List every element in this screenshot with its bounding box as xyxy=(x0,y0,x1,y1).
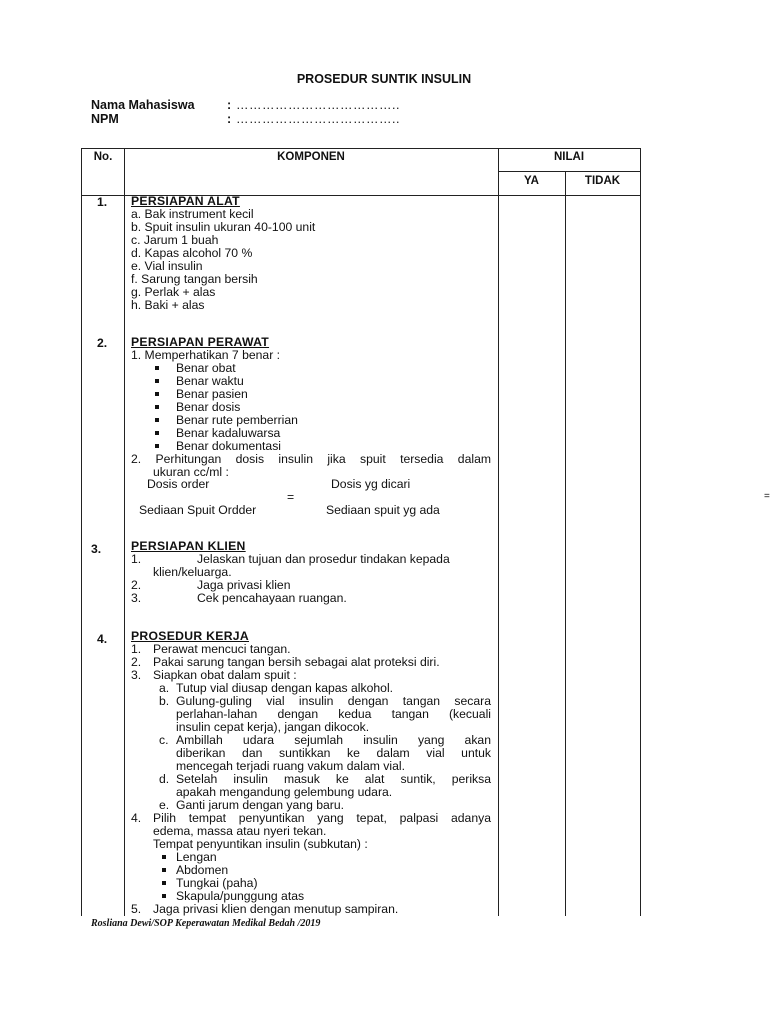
bullet-item: Benar pasien xyxy=(131,388,491,401)
list-item: a. Bak instrument kecil xyxy=(131,207,254,221)
section-4-heading: PROSEDUR KERJA xyxy=(131,629,249,643)
sub-text: Gulung-guling vial insulin dengan tangan secara xyxy=(176,694,491,708)
list-item: c. Jarum 1 buah xyxy=(131,233,219,247)
item-number: 4. xyxy=(131,811,142,825)
item-text: Perawat mencuci tangan. xyxy=(153,642,291,656)
nama-colon: : xyxy=(227,98,232,112)
sediaan-order-label: Sediaan Spuit Ordder xyxy=(139,503,257,517)
list-item-continued: ukuran cc/ml : xyxy=(153,465,229,479)
bullet-item: Benar dosis xyxy=(131,401,491,414)
sub-letter: b. xyxy=(159,694,170,708)
section-2-number: 2. xyxy=(97,336,108,350)
document-title: PROSEDUR SUNTIK INSULIN xyxy=(296,72,472,86)
section-1-number: 1. xyxy=(97,195,108,209)
edge-mark: = xyxy=(764,491,770,502)
item-number: 3. xyxy=(131,591,142,605)
list-item-continued: klien/keluarga. xyxy=(153,565,232,579)
bullet-item: Skapula/punggung atas xyxy=(131,890,491,903)
col-divider-no xyxy=(124,149,125,916)
header-no: No. xyxy=(93,151,113,163)
item-text: Pilih tempat penyuntikan yang tepat, palpasi adanya xyxy=(153,811,491,825)
bullet-item: Benar dokumentasi xyxy=(131,440,491,453)
sub-letter: e. xyxy=(159,798,170,812)
section-1-heading: PERSIAPAN ALAT xyxy=(131,194,240,208)
sub-text: Setelah insulin masuk ke alat suntik, periksa xyxy=(176,772,491,786)
list-item: b. Spuit insulin ukuran 40-100 unit xyxy=(131,220,316,234)
sediaan-ada-label: Sediaan spuit yg ada xyxy=(326,503,440,517)
item-text: Jelaskan tujuan dan prosedur tindakan kepada xyxy=(197,552,450,566)
section-2-persiapan-perawat xyxy=(131,336,491,479)
section-1-persiapan-alat xyxy=(131,195,491,312)
sub-letter: a. xyxy=(159,681,170,695)
item-number: 3. xyxy=(131,668,142,682)
section-3-persiapan-klien xyxy=(131,540,491,605)
item-number: 2. xyxy=(131,578,142,592)
section-3-heading: PERSIAPAN KLIEN xyxy=(131,539,246,553)
sub-item-continued: diberikan dan suntikkan ke dalam vial untuk xyxy=(176,746,491,760)
sub-text: Ganti jarum dengan yang baru. xyxy=(176,798,345,812)
header-komponen: KOMPONEN xyxy=(277,151,345,163)
sub-item-continued: insulin cepat kerja), jangan dikocok. xyxy=(176,720,370,734)
sub-letter: d. xyxy=(159,772,170,786)
footer-credit: Rosliana Dewi/SOP Keperawatan Medikal Bedah /2019 xyxy=(91,918,321,929)
sub-item-continued: perlahan-lahan dengan kedua tangan (kecuali xyxy=(176,707,491,721)
npm-fill-line: ……………………………….. xyxy=(236,112,400,126)
section-2-heading: PERSIAPAN PERAWAT xyxy=(131,335,270,349)
section-3-number: 3. xyxy=(91,542,102,556)
col-divider-komponen xyxy=(498,149,499,916)
nama-label: Nama Mahasiswa xyxy=(91,98,195,112)
item-text: Jaga privasi klien xyxy=(197,578,291,592)
bullet-item: Benar rute pemberrian xyxy=(131,414,491,427)
npm-colon: : xyxy=(227,112,232,126)
bullet-item: Benar kadaluwarsa xyxy=(131,427,491,440)
nama-mahasiswa-row xyxy=(91,98,400,112)
item-text: Siapkan obat dalam spuit : xyxy=(153,668,297,682)
item-text: Cek pencahayaan ruangan. xyxy=(197,591,347,605)
list-item: d. Kapas alcohol 70 % xyxy=(131,246,253,260)
item-text: Pakai sarung tangan bersih sebagai alat proteksi diri. xyxy=(153,655,440,669)
section-4-prosedur-kerja xyxy=(131,630,491,916)
dosis-dicari-label: Dosis yg dicari xyxy=(331,477,411,491)
nama-fill-line: ……………………………….. xyxy=(236,98,400,112)
nilai-divider xyxy=(498,171,640,172)
item-number: 2. xyxy=(131,655,142,669)
item-number: 1. xyxy=(131,642,142,656)
list-item xyxy=(131,903,491,916)
sub-item-continued: mencegah terjadi ruang vakum dalam vial. xyxy=(176,759,405,773)
sub-text: Tutup vial diusap dengan kapas alkohol. xyxy=(176,681,394,695)
item-number: 5. xyxy=(131,902,142,916)
bullet-item: Benar obat xyxy=(131,362,491,375)
header-nilai: NILAI xyxy=(553,151,585,163)
list-item-continued: edema, massa atau nyeri tekan. xyxy=(153,824,327,838)
dosis-order-label: Dosis order xyxy=(147,477,210,491)
list-item: g. Perlak + alas xyxy=(131,285,216,299)
equals-sign: = xyxy=(287,490,295,504)
list-item: f. Sarung tangan bersih xyxy=(131,272,258,286)
npm-row xyxy=(91,112,400,126)
section-4-number: 4. xyxy=(97,632,108,646)
item-text: Jaga privasi klien dengan menutup sampiran. xyxy=(153,902,399,916)
list-item: 2. Perhitungan dosis insulin jika spuit tersedia dalam xyxy=(131,452,491,466)
bullet-item: Benar waktu xyxy=(131,375,491,388)
sub-item-continued: apakah mengandung gelembung udara. xyxy=(176,785,393,799)
item-number: 1. xyxy=(131,552,142,566)
bullet-item: Lengan xyxy=(131,851,491,864)
col-divider-ya xyxy=(565,171,566,916)
npm-label: NPM xyxy=(91,112,119,126)
header-tidak: TIDAK xyxy=(584,175,621,187)
sub-letter: c. xyxy=(159,733,169,747)
bullet-item: Abdomen xyxy=(131,864,491,877)
list-item-continued: Tempat penyuntikan insulin (subkutan) : xyxy=(153,837,368,851)
sub-text: Ambillah udara sejumlah insulin yang akan xyxy=(176,733,491,747)
list-item xyxy=(131,812,491,825)
list-item xyxy=(131,592,491,605)
list-item: h. Baki + alas xyxy=(131,298,205,312)
list-item: 1. Memperhatikan 7 benar : xyxy=(131,348,281,362)
list-item: e. Vial insulin xyxy=(131,259,203,273)
header-ya: YA xyxy=(524,175,539,187)
bullet-item: Tungkai (paha) xyxy=(131,877,491,890)
